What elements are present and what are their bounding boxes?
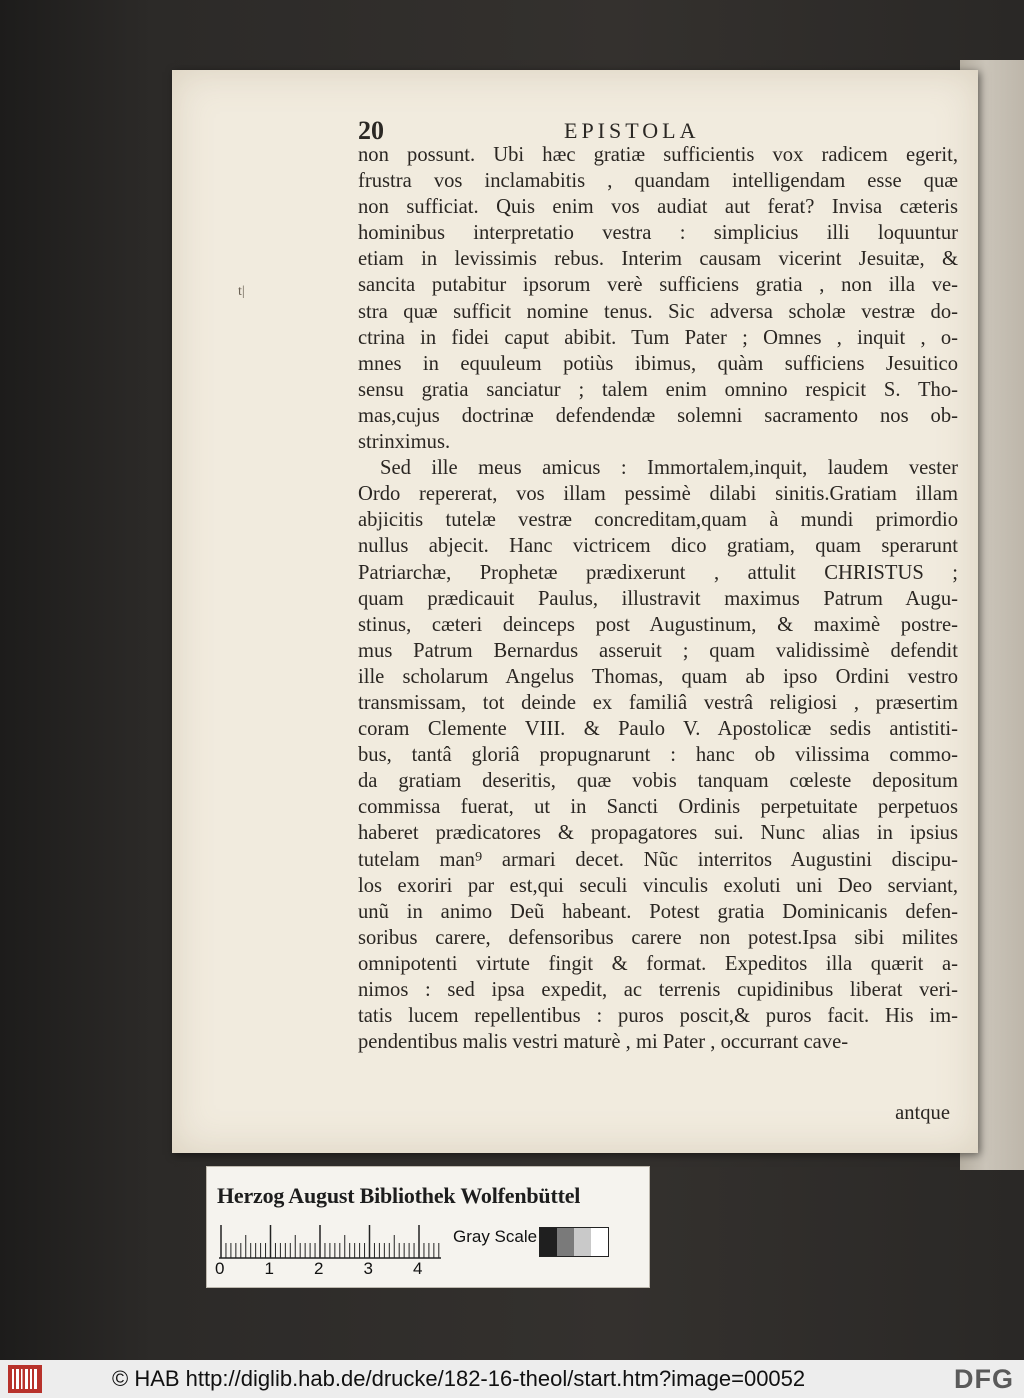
page-number: 20 xyxy=(358,116,384,145)
text-line: Sed ille meus amicus : Immortalem,inquit, laudem vester xyxy=(380,457,958,480)
text-line: omnipotenti virtute fingit & format. Expeditos illa quærit a- xyxy=(358,952,958,975)
text-line: pendentibus malis vestri maturè , mi Pater , occurrant cave- xyxy=(358,1031,849,1054)
text-line: commissa fuerat, ut in Sancti Ordinis perpetuitate perpetuos xyxy=(358,796,958,819)
text-line: sancita putabitur ipsorum verè sufficiens gratia , non illa ve- xyxy=(358,274,958,297)
hab-barcode-logo-icon xyxy=(8,1365,42,1393)
text-line: non sufficiat. Quis enim vos audiat aut ferat? Invisa cæteris xyxy=(358,196,958,219)
body-text xyxy=(358,142,958,1055)
text-line: frustra vos inclamabitis , quandam intelligendam esse quæ xyxy=(358,170,958,193)
text-line: etiam in levissimis rebus. Interim causam vicerint Jesuitæ, & xyxy=(358,248,958,271)
library-color-card xyxy=(206,1166,650,1288)
text-line: non possunt. Ubi hæc gratiæ sufficientis vox radicem egerit, xyxy=(358,144,958,166)
footer-copyright-url[interactable]: © HAB http://diglib.hab.de/drucke/182-16-theol/start.htm?image=00052 xyxy=(112,1366,806,1391)
gray-swatch xyxy=(574,1228,591,1256)
gray-scale-label: Gray Scale xyxy=(453,1227,538,1246)
ruler-number: 2 xyxy=(314,1259,324,1278)
text-line: unũ in animo Deũ habeant. Potest gratia Dominicanis defen- xyxy=(358,900,958,923)
text-line: mnes in equuleum potiùs ibimus, quàm sufficiens Jesuitico xyxy=(358,352,958,375)
ruler-number: 3 xyxy=(363,1259,373,1278)
gray-swatch xyxy=(557,1228,574,1256)
paragraph-2 xyxy=(358,455,958,1055)
running-head-title: EPISTOLA xyxy=(564,118,700,143)
catchword: antque xyxy=(895,1102,950,1124)
margin-mark: t| xyxy=(238,284,245,299)
ruler-number: 4 xyxy=(413,1259,423,1278)
text-line: tutelam man⁹ armari decet. Nũc interritos Augustini discipu- xyxy=(358,848,958,871)
gray-swatch xyxy=(540,1228,557,1256)
gray-swatch xyxy=(591,1228,608,1256)
text-line: strinximus. xyxy=(358,431,451,454)
book-page xyxy=(172,70,978,1153)
text-line: stinus, cæteri deinceps post Augustinum, & maximè postre- xyxy=(358,613,958,636)
measurement-ruler xyxy=(219,1223,441,1259)
text-line: nimos : sed ipsa expedit, ac terrenis cupidinibus liberat veri- xyxy=(358,979,958,1001)
text-line: da gratiam deseritis, quæ vobis tanquam cœleste depositum xyxy=(358,770,958,793)
ruler-number: 1 xyxy=(264,1259,274,1278)
text-line: Patriarchæ, Prophetæ prædixerunt , attulit CHRISTUS ; xyxy=(358,561,958,584)
ruler-numbers xyxy=(213,1259,449,1283)
library-name: Herzog August Bibliothek Wolfenbüttel xyxy=(217,1183,581,1208)
text-line: ctrina in fidei caput abibit. Tum Pater ; Omnes , inquit , o- xyxy=(358,326,958,349)
text-line: soribus carere, defensoribus carere non potest.Ipsa sibi milites xyxy=(358,926,958,949)
viewer-footer xyxy=(0,1360,1024,1398)
text-line: haberet prædicatores & propagatores sui. Nunc alias in ipsius xyxy=(358,822,958,845)
text-line: los exoriri par est,qui seculi vinculis exoluti uni Deo serviant, xyxy=(358,874,958,897)
text-line: nullus abjecit. Hanc victricem dico gratiam, quam sperarunt xyxy=(358,535,958,558)
text-line: tatis lucem repellentibus : puros poscit,& puros facit. His im- xyxy=(358,1005,958,1028)
gray-scale-swatches xyxy=(539,1227,609,1257)
text-line: coram Clemente VIII. & Paulo V. Apostolicæ sedis antistiti- xyxy=(358,718,958,741)
text-line: transmissam, tot deinde ex familiâ vestrâ religiosi , præsertim xyxy=(358,691,958,714)
dfg-logo: DFG xyxy=(954,1364,1014,1394)
text-line: mus Patrum Bernardus asseruit ; quam validissimè defendit xyxy=(358,639,958,662)
text-line: Ordo repererat, vos illam pessimè dilabi sinitis.Gratiam illam xyxy=(358,483,958,506)
ruler-number: 0 xyxy=(215,1259,225,1278)
text-line: ille scholarum Angelus Thomas, quam ab ipso Ordini vestro xyxy=(358,665,958,688)
text-line: mas,cujus doctrinæ defendendæ solemni sacramento nos ob- xyxy=(358,404,958,427)
paragraph-1 xyxy=(358,142,958,455)
text-line: hominibus interpretatio vestra : simplicius illi loquuntur xyxy=(358,222,958,245)
text-line: abjicitis tutelæ vestræ concreditam,quam à mundi primordio xyxy=(358,509,958,532)
text-line: bus, tantâ gloriâ propugnarunt : hanc ob vilissima commo- xyxy=(358,744,958,767)
text-line: sensu gratia sanciatur ; talem enim omnino respicit S. Tho- xyxy=(358,378,958,401)
text-line: quam prædicauit Paulus, illustravit maximus Patrum Augu- xyxy=(358,587,958,610)
text-line: stra quæ sufficit nomine tenus. Sic adversa scholæ vestræ do- xyxy=(358,300,958,323)
